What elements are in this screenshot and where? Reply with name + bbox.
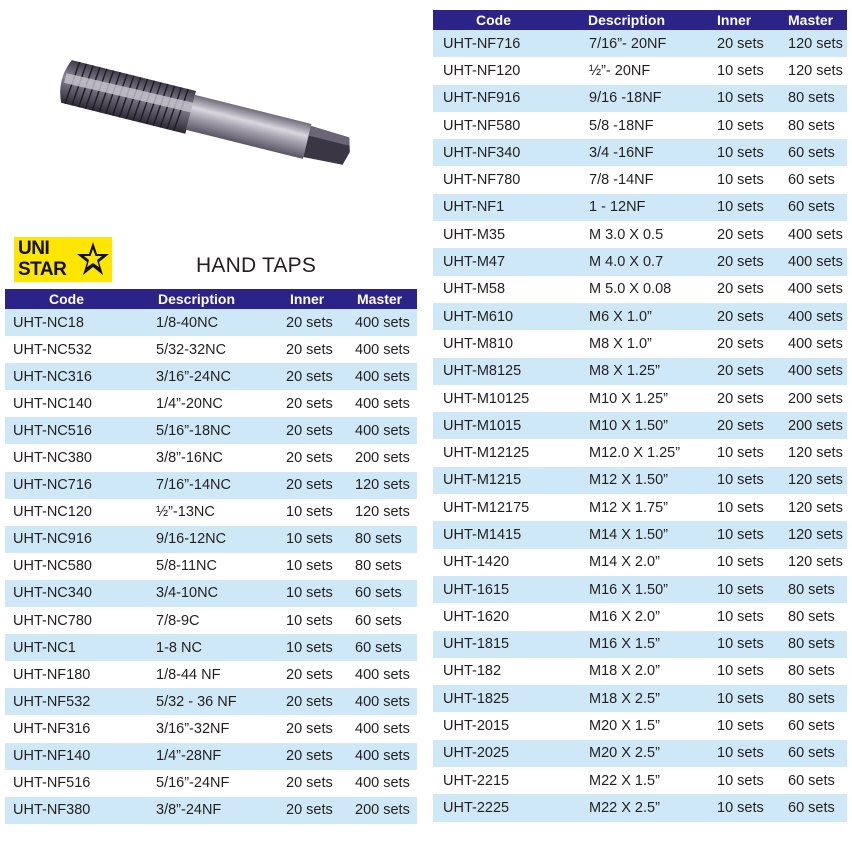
cell-master: 60 sets [776,794,847,821]
cell-master: 120 sets [776,467,847,494]
cell-master: 400 sets [776,358,847,385]
cell-master: 60 sets [349,634,417,661]
cell-description: 9/16-12NC [150,526,276,553]
cell-code: UHT-NF380 [5,797,150,824]
cell-code: UHT-M10125 [433,385,577,412]
cell-description: ½”-13NC [150,499,276,526]
cell-inner: 10 sets [704,494,776,521]
cell-inner: 20 sets [704,412,776,439]
table-row [433,166,847,193]
cell-description: 5/8-11NC [150,553,276,580]
cell-description: M 5.0 X 0.08 [577,276,704,303]
cell-master: 400 sets [776,330,847,357]
cell-inner: 10 sets [276,607,349,634]
header-description: Description [577,10,704,30]
cell-description: M22 X 1.5” [577,767,704,794]
cell-code: UHT-NF532 [5,688,150,715]
cell-master: 80 sets [349,553,417,580]
cell-master: 120 sets [776,549,847,576]
table-row [5,363,417,390]
cell-description: M14 X 2.0” [577,549,704,576]
table-row [5,715,417,742]
cell-master: 80 sets [349,526,417,553]
cell-description: M18 X 2.0” [577,658,704,685]
cell-master: 400 sets [349,743,417,770]
cell-code: UHT-M1215 [433,467,577,494]
cell-code: UHT-NC140 [5,390,150,417]
cell-description: 3/16”-32NF [150,715,276,742]
cell-inner: 20 sets [704,303,776,330]
cell-code: UHT-NF780 [433,166,577,193]
cell-inner: 10 sets [704,467,776,494]
cell-inner: 20 sets [704,276,776,303]
cell-master: 400 sets [349,770,417,797]
cell-description: M 4.0 X 0.7 [577,248,704,275]
table-row [433,248,847,275]
cell-description: 5/8 -18NF [577,112,704,139]
cell-code: UHT-NC340 [5,580,150,607]
cell-code: UHT-NF140 [5,743,150,770]
cell-code: UHT-NC120 [5,499,150,526]
cell-description: M12 X 1.50” [577,467,704,494]
table-row [433,385,847,412]
cell-description: 5/32 - 36 NF [150,688,276,715]
cell-code: UHT-M58 [433,276,577,303]
cell-code: UHT-NC380 [5,444,150,471]
cell-description: 3/16”-24NC [150,363,276,390]
cell-code: UHT-M12175 [433,494,577,521]
table-row [5,472,417,499]
cell-inner: 10 sets [704,631,776,658]
cell-description: M18 X 2.5” [577,685,704,712]
cell-inner: 10 sets [704,166,776,193]
cell-inner: 10 sets [704,57,776,84]
cell-inner: 20 sets [276,336,349,363]
table-row [5,770,417,797]
table-row [5,444,417,471]
cell-inner: 20 sets [704,385,776,412]
cell-master: 400 sets [349,715,417,742]
cell-inner: 20 sets [276,444,349,471]
cell-inner: 10 sets [704,439,776,466]
cell-code: UHT-M12125 [433,439,577,466]
table-row [433,30,847,57]
table-row [5,417,417,444]
cell-master: 200 sets [349,797,417,824]
cell-code: UHT-NF1 [433,194,577,221]
cell-code: UHT-NF120 [433,57,577,84]
table-row [5,634,417,661]
cell-master: 80 sets [776,112,847,139]
cell-description: M12.0 X 1.25” [577,439,704,466]
cell-code: UHT-2015 [433,712,577,739]
cell-inner: 20 sets [276,417,349,444]
cell-code: UHT-NF516 [5,770,150,797]
cell-description: 1/8-40NC [150,309,276,336]
cell-master: 120 sets [776,494,847,521]
table-row [433,794,847,821]
cell-description: 3/8”-24NF [150,797,276,824]
table-row [433,603,847,630]
cell-description: M14 X 1.50” [577,521,704,548]
table-row [5,688,417,715]
cell-description: M22 X 2.5” [577,794,704,821]
cell-master: 60 sets [349,607,417,634]
cell-description: M10 X 1.25” [577,385,704,412]
logo-text-line2: STAR [18,259,67,280]
table-row [433,740,847,767]
cell-master: 400 sets [349,661,417,688]
cell-inner: 10 sets [704,603,776,630]
cell-inner: 10 sets [704,549,776,576]
cell-master: 80 sets [776,685,847,712]
cell-code: UHT-NC1 [5,634,150,661]
cell-inner: 20 sets [276,309,349,336]
cell-code: UHT-NC516 [5,417,150,444]
unistar-logo [14,237,112,282]
cell-inner: 10 sets [704,85,776,112]
cell-master: 400 sets [349,390,417,417]
cell-master: 80 sets [776,576,847,603]
cell-inner: 20 sets [276,715,349,742]
cell-code: UHT-NF316 [5,715,150,742]
cell-inner: 20 sets [704,358,776,385]
cell-master: 60 sets [776,740,847,767]
cell-master: 400 sets [349,309,417,336]
cell-master: 200 sets [349,444,417,471]
cell-description: 1/4”-28NF [150,743,276,770]
table-row [433,712,847,739]
cell-inner: 10 sets [704,576,776,603]
cell-code: UHT-NC316 [5,363,150,390]
cell-inner: 20 sets [704,221,776,248]
table-row [433,631,847,658]
cell-inner: 10 sets [276,634,349,661]
cell-description: M20 X 2.5” [577,740,704,767]
cell-inner: 20 sets [704,330,776,357]
cell-code: UHT-1615 [433,576,577,603]
cell-inner: 20 sets [276,472,349,499]
cell-code: UHT-M47 [433,248,577,275]
cell-description: M16 X 1.5” [577,631,704,658]
cell-description: M8 X 1.0” [577,330,704,357]
table-row [433,303,847,330]
cell-master: 120 sets [776,439,847,466]
table-row [433,57,847,84]
cell-master: 400 sets [349,336,417,363]
table-row [433,139,847,166]
cell-inner: 20 sets [704,30,776,57]
cell-master: 400 sets [776,303,847,330]
cell-master: 200 sets [776,412,847,439]
header-master: Master [776,10,847,30]
table-row [433,658,847,685]
cell-inner: 10 sets [704,794,776,821]
cell-description: 9/16 -18NF [577,85,704,112]
cell-code: UHT-NC780 [5,607,150,634]
cell-master: 60 sets [776,139,847,166]
cell-master: 120 sets [349,499,417,526]
table-row [5,390,417,417]
table-row [433,221,847,248]
cell-master: 400 sets [349,417,417,444]
cell-description: 7/8-9C [150,607,276,634]
table-row [433,549,847,576]
cell-inner: 20 sets [276,743,349,770]
cell-code: UHT-1825 [433,685,577,712]
cell-master: 120 sets [776,521,847,548]
cell-description: M10 X 1.50” [577,412,704,439]
cell-code: UHT-2215 [433,767,577,794]
cell-code: UHT-NC532 [5,336,150,363]
cell-master: 80 sets [776,85,847,112]
left-table-body [5,309,417,824]
logo-text-line1: UNI [18,238,50,259]
cell-inner: 10 sets [276,553,349,580]
cell-code: UHT-2025 [433,740,577,767]
star-icon [76,240,110,278]
table-row [5,336,417,363]
table-header-row [5,289,417,309]
table-row [433,494,847,521]
table-row [5,553,417,580]
cell-master: 80 sets [776,631,847,658]
cell-inner: 10 sets [704,139,776,166]
cell-master: 80 sets [776,603,847,630]
cell-description: 5/32-32NC [150,336,276,363]
cell-master: 80 sets [776,658,847,685]
cell-description: 3/4-10NC [150,580,276,607]
header-inner: Inner [704,10,776,30]
cell-description: 7/8 -14NF [577,166,704,193]
cell-master: 60 sets [776,712,847,739]
cell-description: M6 X 1.0” [577,303,704,330]
cell-master: 120 sets [349,472,417,499]
table-header-row [433,10,847,30]
cell-code: UHT-1815 [433,631,577,658]
cell-code: UHT-NF916 [433,85,577,112]
cell-inner: 10 sets [276,580,349,607]
table-row [5,526,417,553]
table-row [5,309,417,336]
cell-description: 1/8-44 NF [150,661,276,688]
cell-code: UHT-NC916 [5,526,150,553]
cell-description: 3/4 -16NF [577,139,704,166]
table-row [433,412,847,439]
table-row [5,661,417,688]
cell-code: UHT-1420 [433,549,577,576]
cell-master: 120 sets [776,57,847,84]
left-product-table [5,289,417,824]
cell-code: UHT-182 [433,658,577,685]
cell-inner: 10 sets [704,712,776,739]
cell-description: M16 X 1.50” [577,576,704,603]
cell-inner: 20 sets [276,770,349,797]
cell-inner: 20 sets [276,661,349,688]
cell-code: UHT-M1415 [433,521,577,548]
table-row [433,467,847,494]
cell-inner: 10 sets [276,499,349,526]
table-row [433,685,847,712]
cell-description: M 3.0 X 0.5 [577,221,704,248]
header-inner: Inner [276,289,349,309]
cell-code: UHT-NF716 [433,30,577,57]
header-code: Code [5,289,150,309]
header-description: Description [150,289,276,309]
table-row [433,767,847,794]
right-product-table [433,10,847,822]
cell-description: M8 X 1.25” [577,358,704,385]
cell-code: UHT-NC716 [5,472,150,499]
cell-master: 60 sets [776,194,847,221]
cell-inner: 10 sets [704,194,776,221]
cell-code: UHT-2225 [433,794,577,821]
cell-inner: 20 sets [704,248,776,275]
cell-description: 5/16”-18NC [150,417,276,444]
cell-inner: 10 sets [704,767,776,794]
cell-description: 5/16”-24NF [150,770,276,797]
cell-description: M12 X 1.75” [577,494,704,521]
table-row [5,743,417,770]
cell-inner: 10 sets [704,658,776,685]
header-code: Code [433,10,577,30]
cell-description: 7/16”-14NC [150,472,276,499]
page-title: HAND TAPS [196,254,317,277]
table-row [5,580,417,607]
cell-code: UHT-M610 [433,303,577,330]
cell-master: 400 sets [776,221,847,248]
cell-inner: 20 sets [276,688,349,715]
cell-inner: 20 sets [276,390,349,417]
table-row [433,276,847,303]
cell-description: ½”- 20NF [577,57,704,84]
cell-inner: 10 sets [704,112,776,139]
cell-inner: 10 sets [704,740,776,767]
cell-inner: 10 sets [704,685,776,712]
right-table-body [433,30,847,822]
cell-master: 400 sets [776,276,847,303]
cell-description: 7/16”- 20NF [577,30,704,57]
table-row [433,576,847,603]
cell-master: 60 sets [349,580,417,607]
cell-master: 120 sets [776,30,847,57]
cell-inner: 20 sets [276,797,349,824]
table-row [433,330,847,357]
table-row [5,607,417,634]
cell-code: UHT-NF340 [433,139,577,166]
cell-description: M20 X 1.5” [577,712,704,739]
cell-code: UHT-NC18 [5,309,150,336]
cell-master: 400 sets [776,248,847,275]
cell-code: UHT-M35 [433,221,577,248]
table-row [433,194,847,221]
cell-inner: 10 sets [276,526,349,553]
cell-code: UHT-M1015 [433,412,577,439]
cell-code: UHT-1620 [433,603,577,630]
hand-tap-image [40,42,370,192]
cell-description: 3/8”-16NC [150,444,276,471]
table-row [5,499,417,526]
cell-description: 1/4”-20NC [150,390,276,417]
cell-master: 60 sets [776,166,847,193]
cell-master: 200 sets [776,385,847,412]
cell-description: 1-8 NC [150,634,276,661]
cell-description: M16 X 2.0” [577,603,704,630]
cell-master: 60 sets [776,767,847,794]
table-row [433,521,847,548]
cell-description: 1 - 12NF [577,194,704,221]
cell-master: 400 sets [349,688,417,715]
table-row [433,358,847,385]
cell-inner: 10 sets [704,521,776,548]
cell-code: UHT-M810 [433,330,577,357]
cell-code: UHT-M8125 [433,358,577,385]
cell-code: UHT-NF580 [433,112,577,139]
cell-inner: 20 sets [276,363,349,390]
cell-code: UHT-NC580 [5,553,150,580]
cell-master: 400 sets [349,363,417,390]
cell-code: UHT-NF180 [5,661,150,688]
table-row [433,439,847,466]
table-row [433,85,847,112]
header-master: Master [349,289,417,309]
table-row [433,112,847,139]
table-row [5,797,417,824]
